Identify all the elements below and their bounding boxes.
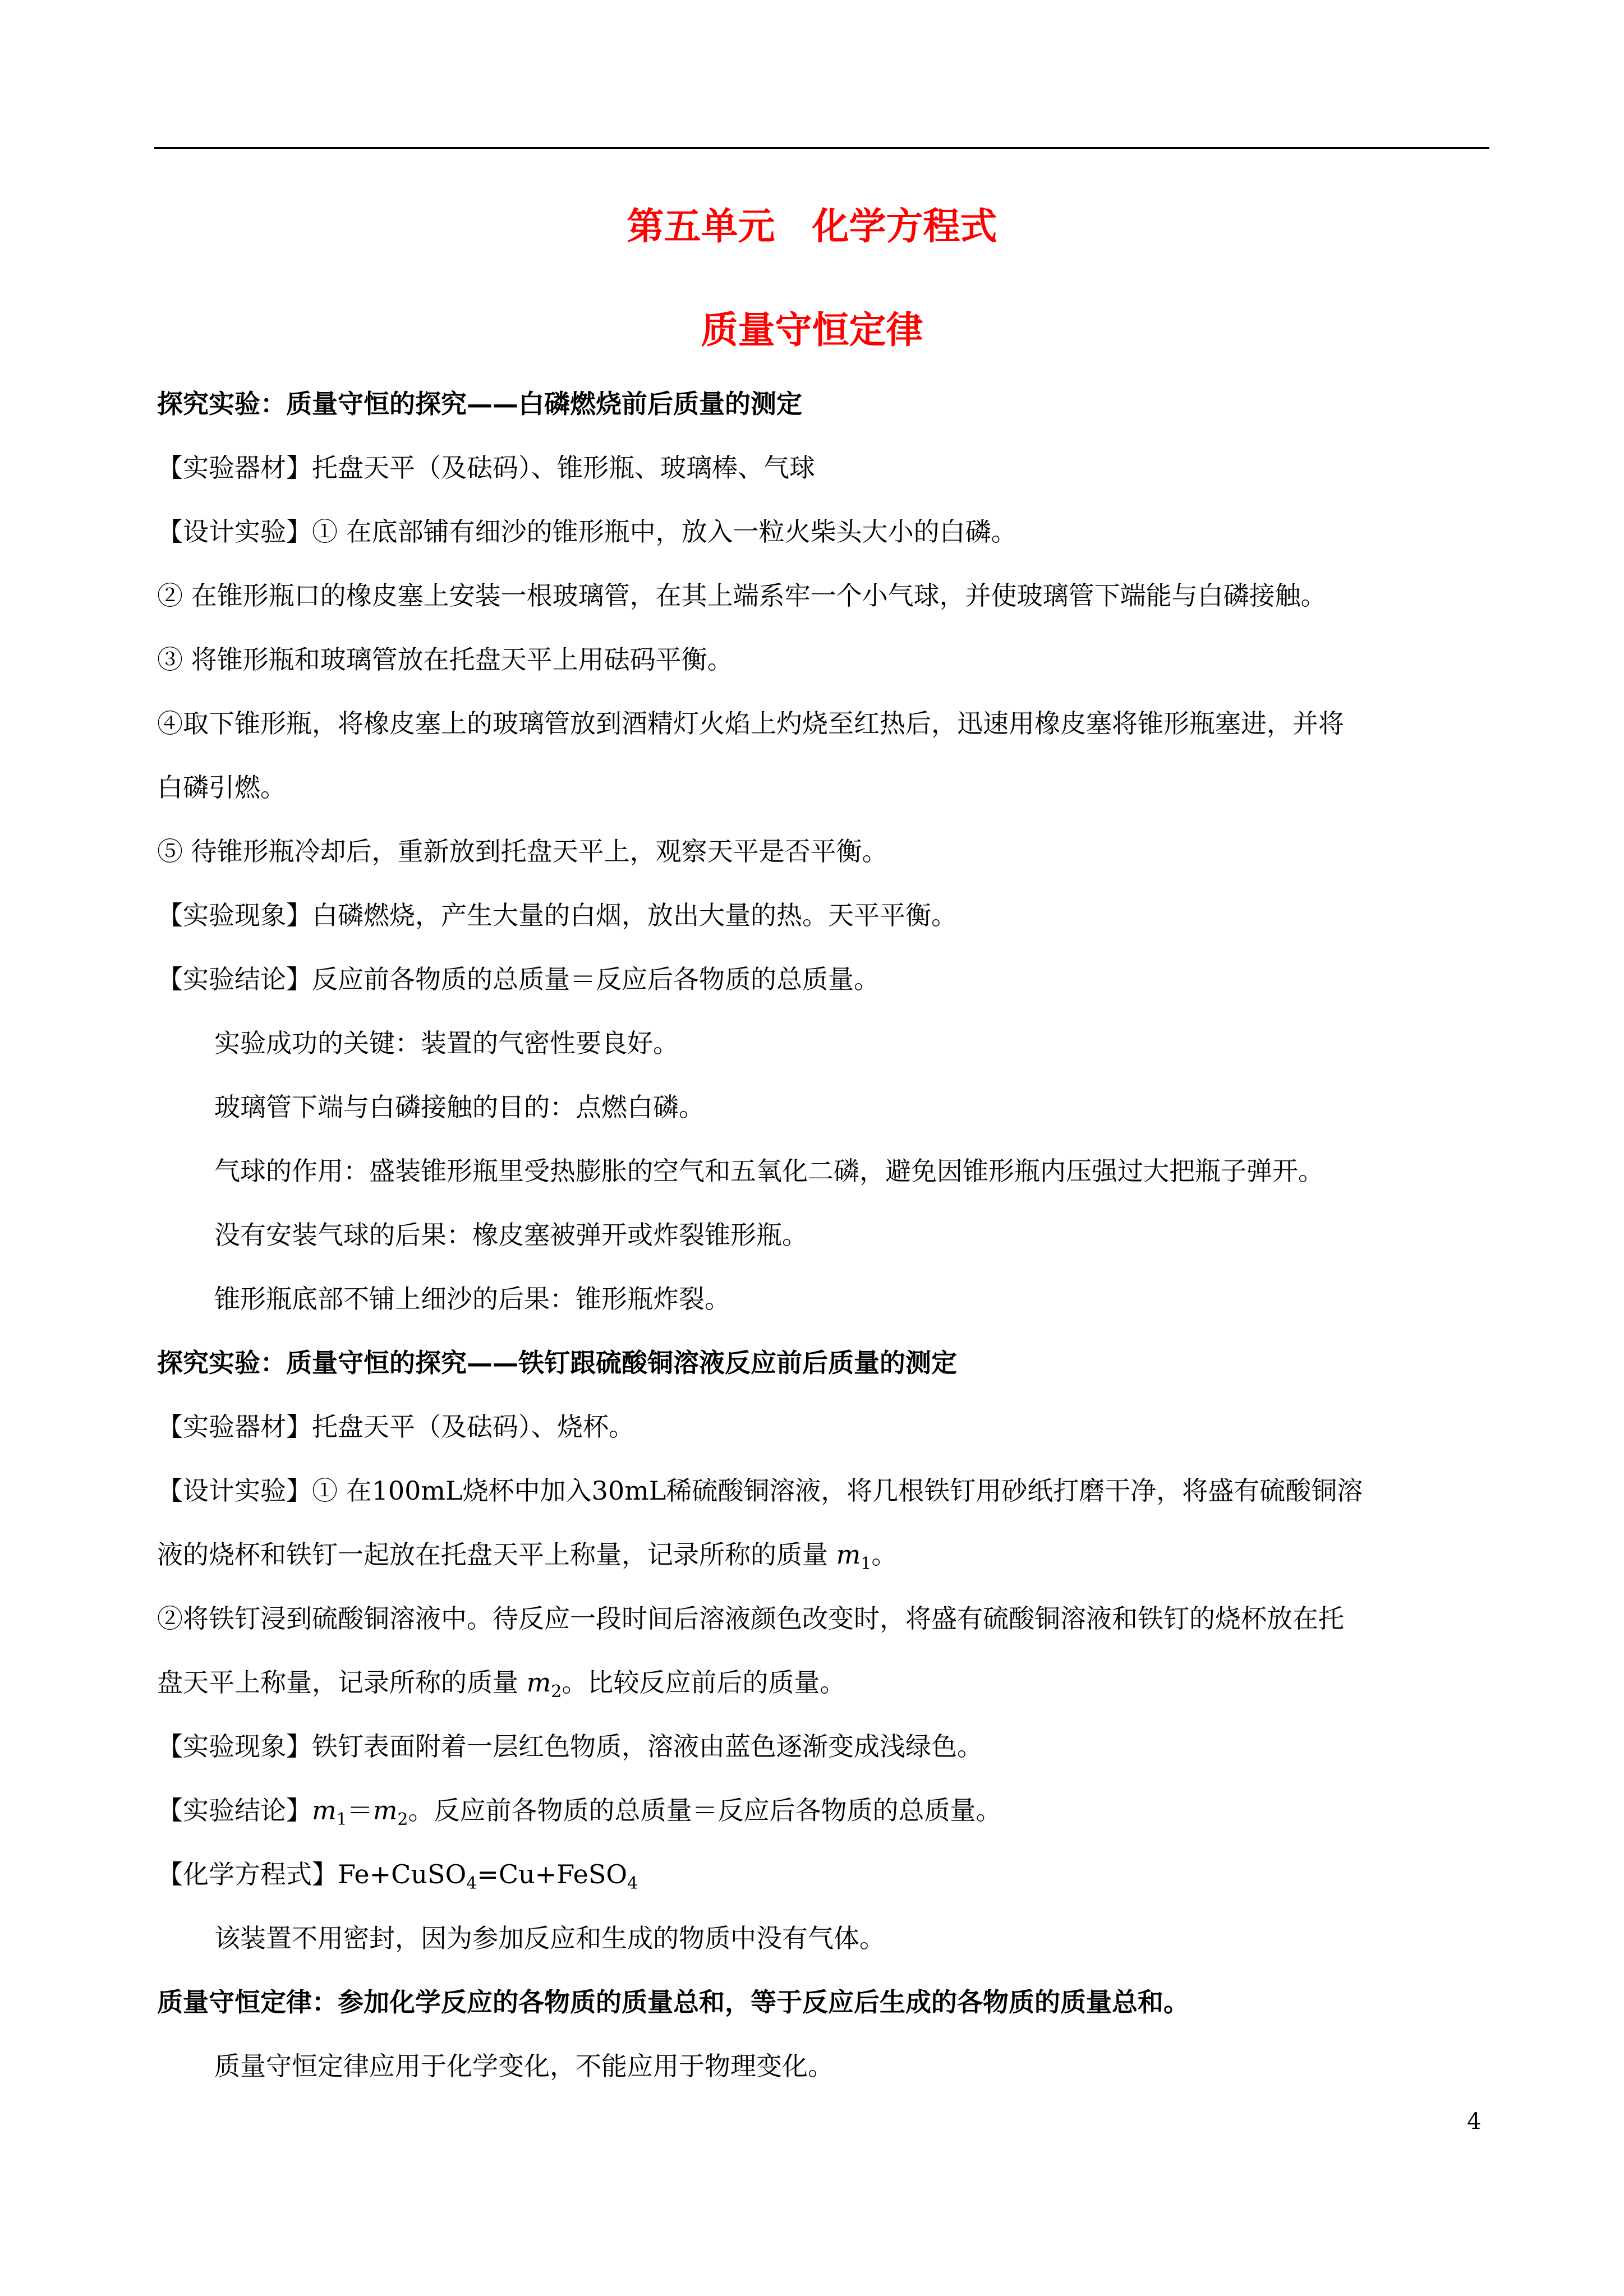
design-text: 液的烧杯和铁钉一起放在托盘天平上称量，记录所称的质量 [157, 1539, 836, 1570]
header-rule [154, 147, 1489, 149]
mass-subscript: 1 [861, 1554, 872, 1574]
conclusion-text: 。反应前各物质的总质量＝反应后各物质的总质量。 [408, 1795, 1002, 1825]
section1-note: 玻璃管下端与白磷接触的目的：点燃白磷。 [214, 1092, 705, 1122]
unit-title: 第五单元 化学方程式 [627, 204, 997, 248]
mass-subscript: 2 [397, 1810, 408, 1829]
section2-step2-line2 [157, 1666, 845, 1709]
section2-step2-line1: ②将铁钉浸到硫酸铜溶液中。待反应一段时间后溶液颜色改变时，将盛有硫酸铜溶液和铁钉的烧杯放在托 [157, 1603, 1344, 1634]
equation-part: =Cu+FeSO [477, 1859, 628, 1889]
equation-subscript: 4 [466, 1874, 477, 1893]
section1-note: 没有安装气球的后果：橡皮塞被弹开或炸裂锥形瓶。 [214, 1220, 808, 1250]
section2-materials: 【实验器材】托盘天平（及砝码）、烧杯。 [157, 1412, 634, 1442]
section1-materials: 【实验器材】托盘天平（及砝码）、锥形瓶、玻璃棒、气球 [157, 453, 815, 483]
equation-part: Fe+CuSO [338, 1859, 467, 1889]
section2-heading: 探究实验：质量守恒的探究——铁钉跟硫酸铜溶液反应前后质量的测定 [157, 1348, 957, 1378]
section2-design-line2 [157, 1538, 897, 1581]
section1-design: 【设计实验】① 在底部铺有细沙的锥形瓶中，放入一粒火柴头大小的白磷。 [157, 517, 1017, 547]
equation-label: 【化学方程式】 [157, 1859, 338, 1889]
section1-note: 实验成功的关键：装置的气密性要良好。 [214, 1028, 679, 1058]
section2-phenomenon: 【实验现象】铁钉表面附着一层红色物质，溶液由蓝色逐渐变成浅绿色。 [157, 1731, 983, 1762]
section2-note: 该装置不用密封，因为参加反应和生成的物质中没有气体。 [214, 1923, 885, 1953]
step2-text-end: 。比较反应前后的质量。 [562, 1667, 846, 1698]
section1-step4-line1: ④取下锥形瓶，将橡皮塞上的玻璃管放到酒精灯火焰上灼烧至红热后，迅速用橡皮塞将锥形瓶塞进，并将 [157, 708, 1344, 739]
section1-step2: ② 在锥形瓶口的橡皮塞上安装一根玻璃管，在其上端系牢一个小气球，并使玻璃管下端能与白磷接触。 [157, 580, 1327, 611]
mass-subscript: 2 [551, 1682, 562, 1702]
section1-conclusion: 【实验结论】反应前各物质的总质量＝反应后各物质的总质量。 [157, 964, 880, 994]
law-note: 质量守恒定律应用于化学变化，不能应用于物理变化。 [214, 2051, 834, 2081]
mass-symbol: m [526, 1667, 551, 1698]
equation-subscript: 4 [627, 1874, 638, 1893]
section1-note: 气球的作用：盛装锥形瓶里受热膨胀的空气和五氧化二磷，避免因锥形瓶内压强过大把瓶子弹开。 [214, 1156, 1324, 1186]
mass-symbol: m [312, 1795, 337, 1825]
section1-phenomenon: 【实验现象】白磷燃烧，产生大量的白烟，放出大量的热。天平平衡。 [157, 900, 957, 930]
section1-step4-line2: 白磷引燃。 [157, 772, 286, 803]
mass-symbol: m [836, 1539, 861, 1570]
conclusion-label: 【实验结论】 [157, 1795, 312, 1825]
section1-heading: 探究实验：质量守恒的探究——白磷燃烧前后质量的测定 [157, 389, 802, 419]
page-number: 4 [1467, 2109, 1482, 2134]
section2-design-line1: 【设计实验】① 在100mL烧杯中加入30mL稀硫酸铜溶液，将几根铁钉用砂纸打磨干净，将盛有硫酸铜溶 [157, 1476, 1363, 1506]
period: 。 [871, 1539, 898, 1570]
section2-conclusion [157, 1794, 1001, 1837]
step2-text: 盘天平上称量，记录所称的质量 [157, 1667, 527, 1698]
mass-subscript: 1 [336, 1810, 347, 1829]
lesson-title: 质量守恒定律 [701, 308, 923, 352]
section1-note: 锥形瓶底部不铺上细沙的后果：锥形瓶炸裂。 [214, 1284, 730, 1314]
section1-step3: ③ 将锥形瓶和玻璃管放在托盘天平上用砝码平衡。 [157, 644, 733, 675]
law-statement: 质量守恒定律：参加化学反应的各物质的质量总和，等于反应后生成的各物质的质量总和。 [157, 1987, 1189, 2017]
equals-sign: ＝ [347, 1795, 373, 1825]
section1-step5: ⑤ 待锥形瓶冷却后，重新放到托盘天平上，观察天平是否平衡。 [157, 836, 888, 866]
mass-symbol: m [372, 1795, 398, 1825]
section2-equation [157, 1857, 638, 1901]
